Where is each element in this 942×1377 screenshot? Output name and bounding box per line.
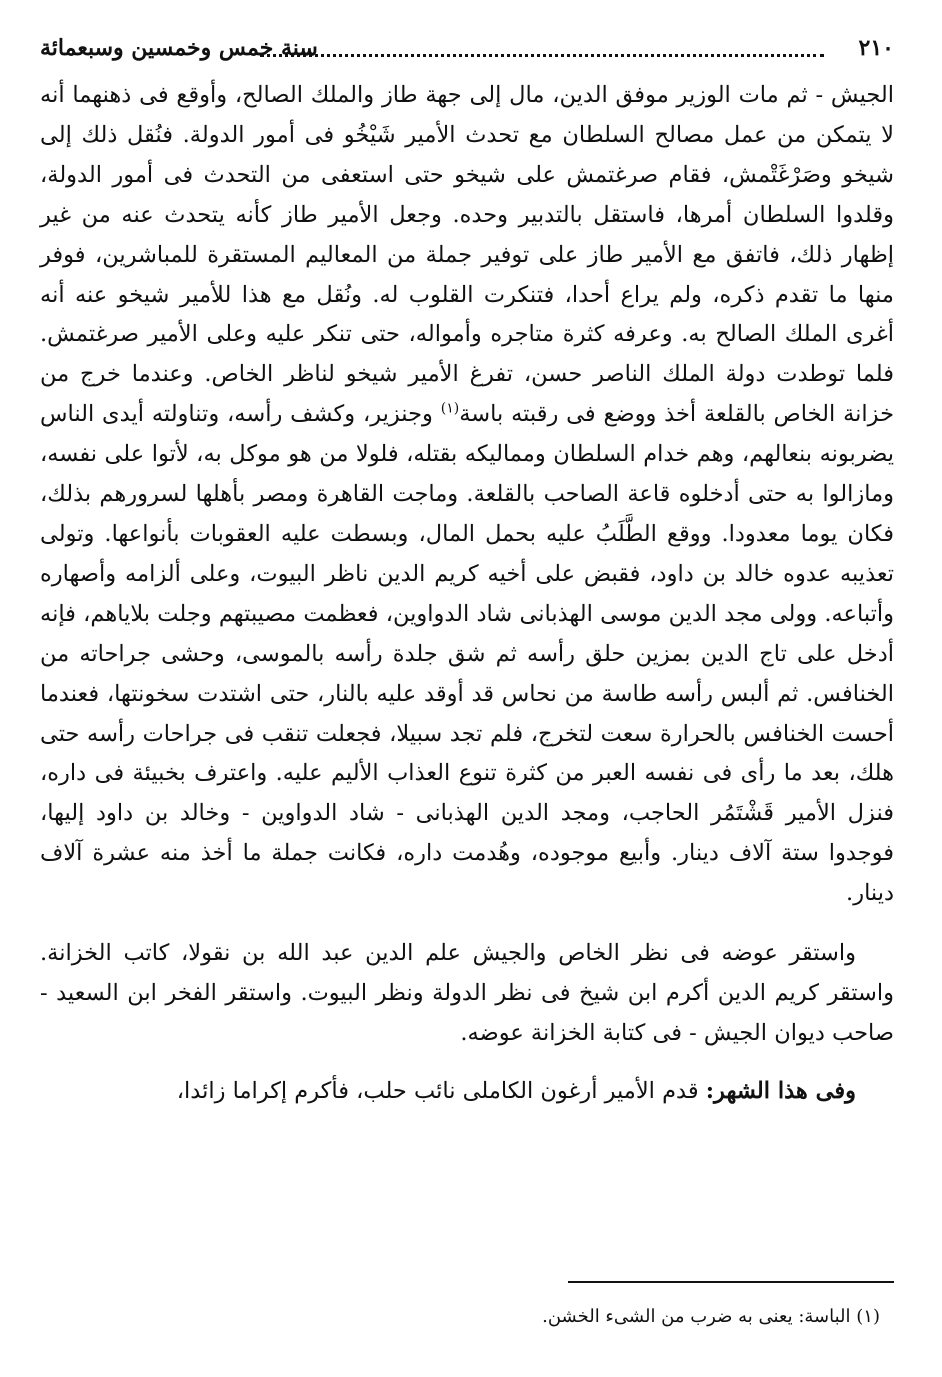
paragraph-1-part-1: الجيش - ثم مات الوزير موفق الدين، مال إلى جهة طاز والملك الصالح، وأوقع فى ذهنهما أنه لا يتمكن من عمل مصالح السلطان مع تحدث الأمير شَيْخُو فى أمور الدولة. فنُقل ذلك إلى شيخو وصَرْغَتْمش، فقام صرغتمش على شيخو حتى استعفى من التحدث فى أمور الدولة، وقلدوا السلطان أمرها، فاستقل بالتدبير وحده. وجعل الأمير طاز كأنه يتحدث عنه من غير إظهار ذلك، فاتفق مع الأمير طاز على توفير جملة من المعاليم المستقرة للمباشرين، فوفر منها ما تقدم ذكره، ولم يراع أحدا، فتنكرت القلوب له. ونُقل مع هذا للأمير شيخو عنه أنه أغرى الملك الصالح به. وعرفه كثرة متاجره وأمواله، حتى تنكر عليه وعلى الأمير صرغتمش. فلما توطدت دولة الملك الناصر حسن، تفرغ الأمير شيخو لناظر الخاص. وعندما خرج من خزانة الخاص بالقلعة أخذ ووضع فى رقبته باسة bbox=[40, 82, 894, 428]
running-title: سنة خمس وخمسين وسبعمائة bbox=[40, 35, 318, 61]
dotted-leader bbox=[260, 54, 824, 57]
footnote-marker[interactable]: (١) bbox=[440, 400, 460, 417]
paragraph-3 bbox=[40, 1072, 894, 1112]
footnote-text: (١) الباسة: يعنى به ضرب من الشىء الخشن. bbox=[542, 1306, 880, 1327]
paragraph-1-part-2: وجنزير، وكشف رأسه، وتناولته أيدى الناس يضربونه بنعالهم، وهم خدام السلطان ومماليكه بقتله، فلولا من هو موكل به، لأتوا على نفسه، ومازالوا به حتى أدخلوه قاعة الصاحب بالقلعة. وماجت القاهرة ومصر بأهلها لسرورهم بذلك، فكان يوما معدودا. ووقع الطَّلَبُ عليه بحمل المال، وبسطت عليه العقوبات بأنواعها. وتولى تعذيبه عدوه خالد بن داود، فقبض على أخيه كريم الدين ناظر البيوت، وعلى ألزامه وأصهاره وأتباعه. وولى مجد الدين موسى الهذبانى شاد الدواوين، فعظمت مصيبتهم وجلت بلاياهم، فإنه أدخل على تاج الدين بمزين حلق رأسه ثم شق جلدة رأسه بالموسى، وحشى جراحاته من الخنافس. ثم ألبس رأسه طاسة من نحاس قد أوقد عليه بالنار، حتى اشتدت سخونتها، فعندما أحست الخنافس بالحرارة سعت لتخرج، فلم تجد سبيلا، فجعلت تنقب فى جراحات رأسه حتى هلك، بعد ما رأى فى نفسه العبر من كثرة تنوع العذاب الأليم عليه. واعترف بخبيئة فى داره، فنزل الأمير قَشْتَمُر الحاجب، ومجد الدين الهذبانى - شاد الدواوين - وخالد بن داود إليها، فوجدوا ستة آلاف دينار. وأبيع موجوده، وهُدمت داره، فكانت جملة ما أخذ منه عشرة آلاف دينار. bbox=[40, 401, 894, 907]
paragraph-3-text: قدم الأمير أرغون الكاملى نائب حلب، فأكرم إكراما زائدا، bbox=[176, 1077, 706, 1104]
book-page bbox=[40, 28, 894, 1348]
page-number: ٢١٠ bbox=[858, 35, 894, 61]
paragraph-1 bbox=[40, 76, 894, 914]
footnote-divider bbox=[568, 1281, 894, 1283]
paragraph-3-lead-in: وفى هذا الشهر: bbox=[705, 1077, 856, 1104]
running-head bbox=[40, 28, 894, 68]
paragraph-2: واستقر عوضه فى نظر الخاص والجيش علم الدين عبد الله بن نقولا، كاتب الخزانة. واستقر كريم الدين أكرم ابن شيخ فى نظر الدولة ونظر البيوت. واستقر الفخر ابن السعيد - صاحب ديوان الجيش - فى كتابة الخزانة عوضه. bbox=[40, 940, 894, 1046]
